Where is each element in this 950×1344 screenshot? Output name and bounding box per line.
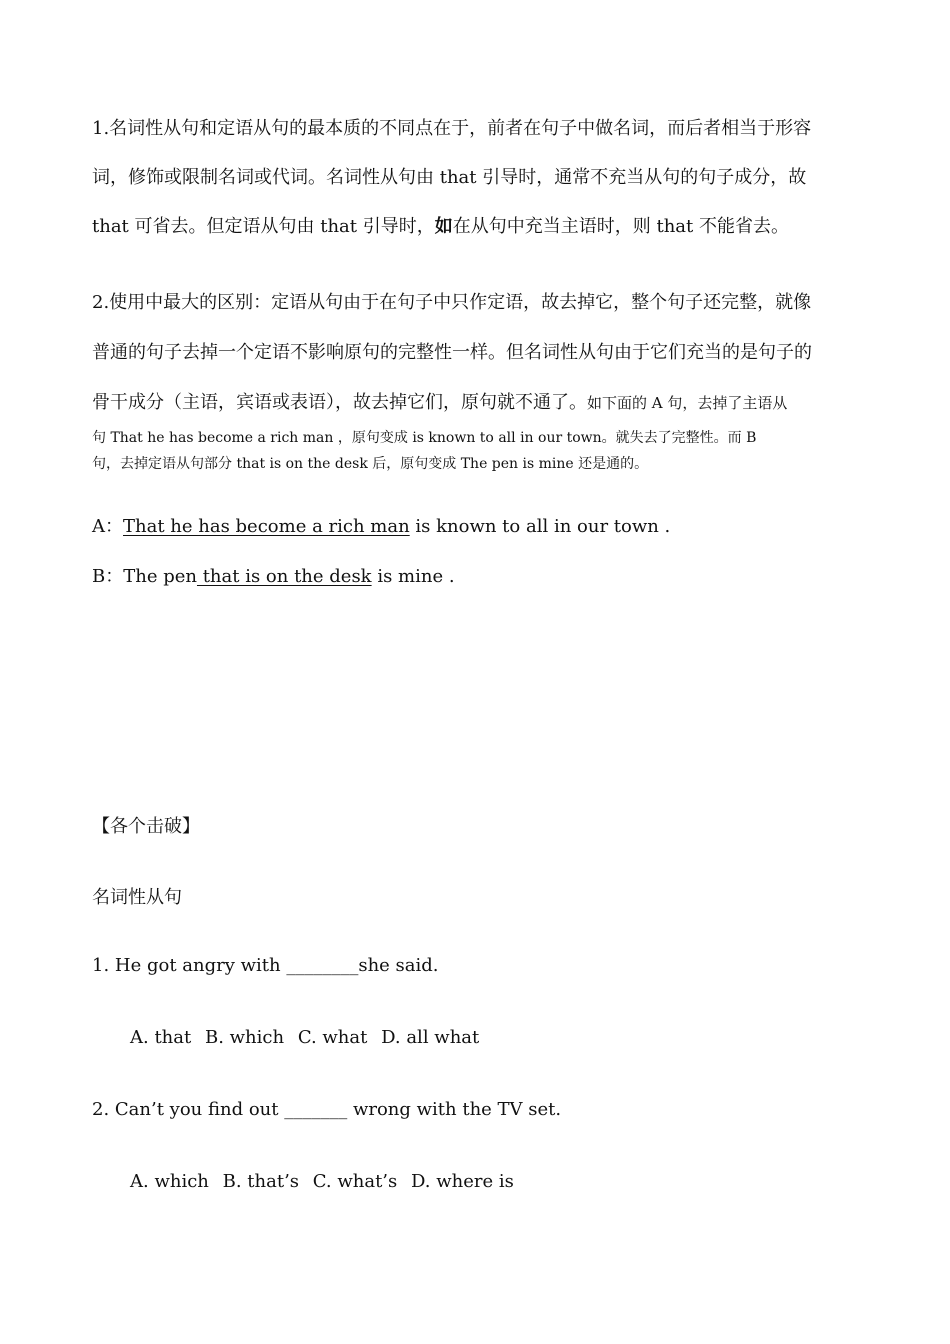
question-2-option-d: D. where is xyxy=(411,1171,514,1192)
point2-line1: 2.使用中最大的区别：定语从句由于在句子中只作定语，故去掉它，整个句子还完整，就像 xyxy=(92,292,812,313)
question-2-option-b: B. that’s xyxy=(222,1171,300,1192)
question-1-stem: 1. He got angry with ________she said. xyxy=(92,955,439,976)
example-a xyxy=(92,512,670,538)
point2-line2: 普通的句子去掉一个定语不影响原句的完整性一样。但名词性从句由于它们充当的是句子的 xyxy=(92,342,812,363)
question-2-options xyxy=(130,1171,522,1192)
example-a-label: A： xyxy=(92,516,123,537)
question-1-option-b: B. which xyxy=(204,1027,285,1048)
question-2-stem: 2. Can’t you find out _______ wrong with the TV set. xyxy=(92,1099,562,1120)
point2-line3-small: 如下面的 A 句，去掉了主语从 xyxy=(587,394,788,412)
example-b-label: B：The pen xyxy=(92,566,197,587)
question-1-option-a: A. that xyxy=(130,1027,192,1048)
point2-line3 xyxy=(92,388,787,414)
point1-line3 xyxy=(92,212,789,238)
example-a-clause: That he has become a rich man xyxy=(123,516,410,537)
point1-line3-post: 在从句中充当主语时，则 that 不能省去。 xyxy=(452,216,789,237)
example-b-rest: is mine . xyxy=(371,566,455,587)
question-1-option-d: D. all what xyxy=(381,1027,480,1048)
example-b-clause: that is on the desk xyxy=(196,566,372,587)
question-1-option-c: C. what xyxy=(297,1027,368,1048)
question-2-option-c: C. what’s xyxy=(312,1171,398,1192)
point1-line3-pre: that 可省去。但定语从句由 that 引导时， xyxy=(92,216,435,237)
point2-line3-big: 骨干成分（主语，宾语或表语），故去掉它们，原句就不通了。 xyxy=(92,392,587,413)
question-2-option-a: A. which xyxy=(130,1171,209,1192)
example-a-rest: is known to all in our town . xyxy=(409,516,671,537)
point1-line2: 词，修饰或限制名词或代词。名词性从句由 that 引导时，通常不充当从句的句子成分，故 xyxy=(92,167,807,188)
point2-line4: 句 That he has become a rich man ，原句变成 is known to all in our town。就失去了完整性。而 B xyxy=(92,430,757,446)
point2-line5: 句，去掉定语从句部分 that is on the desk 后，原句变成 The pen is mine 还是通的。 xyxy=(92,456,649,472)
subsection-title: 名词性从句 xyxy=(92,887,182,908)
point1-line1: 1.名词性从句和定语从句的最本质的不同点在于，前者在句子中做名词，而后者相当于形容 xyxy=(92,118,812,139)
example-b xyxy=(92,562,455,588)
point1-line3-bold: 如 xyxy=(434,216,453,237)
section-title: 【各个击破】 xyxy=(92,816,200,837)
question-1-options xyxy=(130,1027,487,1048)
